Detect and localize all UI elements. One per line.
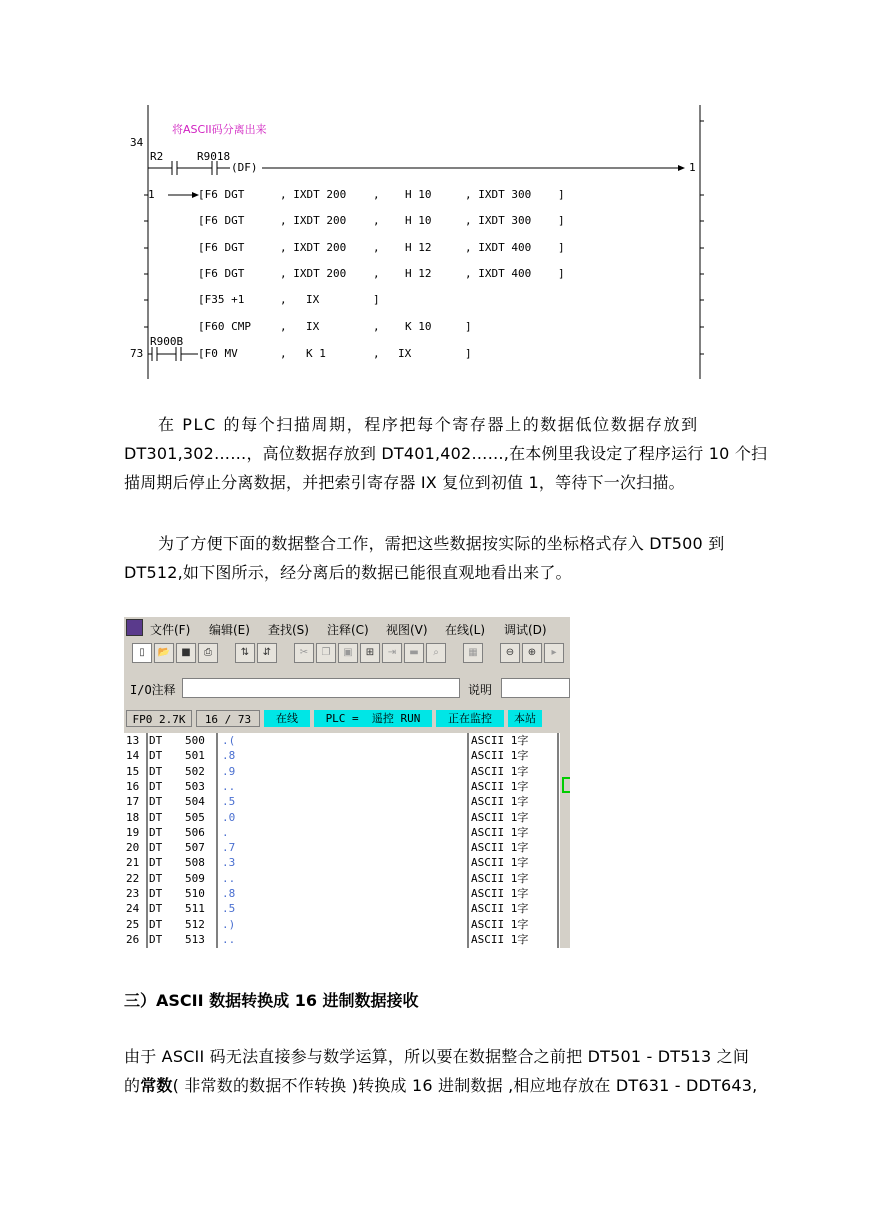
software-window xyxy=(124,617,570,948)
table-row[interactable] xyxy=(124,871,560,886)
open-folder-icon[interactable]: 📂 xyxy=(154,643,174,663)
print-icon[interactable]: ⎙ xyxy=(198,643,218,663)
step-number-73: 73 xyxy=(130,347,144,360)
format-cell: ASCII 1字 xyxy=(471,825,529,839)
row-number: 18 xyxy=(126,810,140,824)
instr-arg: IX xyxy=(306,320,320,333)
format-cell: ASCII 1字 xyxy=(471,764,529,778)
format-cell: ASCII 1字 xyxy=(471,917,529,931)
address-cell: 501 xyxy=(185,749,205,763)
section-title: 三）ASCII 数据转换成 16 进制数据接收 xyxy=(124,991,419,1010)
value-cell: .7 xyxy=(222,841,236,855)
row-number: 15 xyxy=(126,764,140,778)
instr-arg: ] xyxy=(558,267,565,280)
format-cell: ASCII 1字 xyxy=(471,932,529,946)
instr-arg: H 12 xyxy=(405,267,432,280)
device-cell: DT xyxy=(149,871,163,885)
format-cell: ASCII 1字 xyxy=(471,856,529,870)
search-icon[interactable]: ⌕ xyxy=(426,643,446,663)
insert-icon[interactable]: ⇥ xyxy=(382,643,402,663)
comment-bar xyxy=(124,675,570,701)
row-number: 17 xyxy=(126,795,140,809)
paragraph-scan-cycle xyxy=(124,410,786,497)
address-cell: 506 xyxy=(185,825,205,839)
instr-op: [F0 MV xyxy=(198,347,238,360)
row-number: 25 xyxy=(126,917,140,931)
plc-write-icon[interactable]: ⊕ xyxy=(522,643,542,663)
device-cell: DT xyxy=(149,810,163,824)
address-cell: 503 xyxy=(185,779,205,793)
instr-arg: , xyxy=(280,347,287,360)
monitoring-status: 正在监控 xyxy=(436,710,504,727)
instr-op: [F35 +1 xyxy=(198,293,245,306)
menu-comment[interactable]: 注释(C) xyxy=(327,623,369,637)
grid-icon[interactable]: ▦ xyxy=(463,643,483,663)
menu-debug[interactable]: 调试(D) xyxy=(504,623,547,637)
table-row[interactable] xyxy=(124,794,560,809)
device-cell: DT xyxy=(149,841,163,855)
instr-arg: , IXDT 200 xyxy=(280,241,347,254)
address-cell: 509 xyxy=(185,871,205,885)
format-cell: ASCII 1字 xyxy=(471,795,529,809)
row-number: 14 xyxy=(126,749,140,763)
instr-arg: , IXDT 400 xyxy=(465,267,532,280)
instr-arg: , xyxy=(373,188,380,201)
instr-arg: , xyxy=(373,214,380,227)
address-cell: 508 xyxy=(185,856,205,870)
contact-r2-label: R2 xyxy=(150,150,164,163)
text-line xyxy=(124,1071,786,1100)
row-number: 16 xyxy=(126,779,140,793)
instr-arg: , IXDT 200 xyxy=(280,214,347,227)
format-cell: ASCII 1字 xyxy=(471,871,529,885)
device-cell: DT xyxy=(149,932,163,946)
text-fragment: 的 xyxy=(124,1076,141,1095)
value-cell: .9 xyxy=(222,764,236,778)
address-cell: 510 xyxy=(185,887,205,900)
paste-icon[interactable]: ▣ xyxy=(338,643,358,663)
data-monitor-table xyxy=(124,733,560,948)
device-cell: DT xyxy=(149,917,163,931)
device-cell: DT xyxy=(149,887,163,900)
io-comment-input[interactable] xyxy=(182,678,460,698)
row-number: 26 xyxy=(126,932,140,946)
table-row[interactable] xyxy=(124,810,560,825)
cut-icon[interactable]: ✂ xyxy=(294,643,314,663)
plc-model: FP0 2.7K xyxy=(126,710,192,727)
instr-arg: H 10 xyxy=(405,214,432,227)
new-file-icon[interactable]: ▯ xyxy=(132,643,152,663)
text-line: DT512,如下图所示，经分离后的数据已能很直观地看出来了。 xyxy=(124,563,572,582)
address-cell: 513 xyxy=(185,932,205,946)
instr-arg: ] xyxy=(558,241,565,254)
transfer-down-icon[interactable]: ⇵ xyxy=(257,643,277,663)
instr-op: [F6 DGT xyxy=(198,188,245,201)
table-row[interactable] xyxy=(124,932,560,947)
value-cell: .( xyxy=(222,734,236,747)
text-line: 为了方便下面的数据整合工作，需把这些数据按实际的坐标格式存入 DT500 到 xyxy=(158,534,725,553)
table-row[interactable] xyxy=(124,917,560,932)
format-cell: ASCII 1字 xyxy=(471,887,529,900)
table-row[interactable] xyxy=(124,901,560,916)
address-cell: 502 xyxy=(185,764,205,778)
row-number: 21 xyxy=(126,856,140,870)
row-number: 23 xyxy=(126,887,140,900)
menu-bar xyxy=(124,617,570,639)
bold-term: 常数 xyxy=(140,1076,173,1095)
contact-r9018-label: R9018 xyxy=(197,150,231,163)
df-instruction: (DF) xyxy=(231,161,258,174)
value-cell: .. xyxy=(222,871,236,885)
text-line: DT301,302……，高位数据存放到 DT401,402……,在本例里我设定了程序运行 10 个扫 xyxy=(124,444,768,463)
transfer-up-icon[interactable]: ⇅ xyxy=(235,643,255,663)
value-cell: .5 xyxy=(222,795,236,809)
value-cell: .3 xyxy=(222,856,236,870)
row-number: 20 xyxy=(126,841,140,855)
instr-arg: H 10 xyxy=(405,188,432,201)
station-status: 本站 xyxy=(508,710,542,727)
instr-arg: ] xyxy=(558,214,565,227)
instr-arg: , xyxy=(373,241,380,254)
address-cell: 505 xyxy=(185,810,205,824)
format-cell: ASCII 1字 xyxy=(471,779,529,793)
device-cell: DT xyxy=(149,795,163,809)
device-cell: DT xyxy=(149,825,163,839)
input-ref: 1 xyxy=(148,188,155,201)
ladder-diagram xyxy=(120,103,710,381)
device-cell: DT xyxy=(149,734,163,747)
table-row[interactable] xyxy=(124,855,560,870)
save-icon[interactable]: ■ xyxy=(176,643,196,663)
plc-mode-status: PLC = 遥控 RUN xyxy=(314,710,432,727)
step-counter: 16 / 73 xyxy=(196,710,260,727)
instr-arg: , IXDT 400 xyxy=(465,241,532,254)
menu-online[interactable]: 在线(L) xyxy=(445,623,486,637)
row-number: 19 xyxy=(126,825,140,839)
value-cell: .0 xyxy=(222,810,236,824)
value-cell: .. xyxy=(222,932,236,946)
address-cell: 507 xyxy=(185,841,205,855)
paragraph-data-format xyxy=(124,529,786,587)
instr-arg: IX xyxy=(398,347,412,360)
row-number: 13 xyxy=(126,734,140,747)
instr-op: [F60 CMP xyxy=(198,320,251,333)
instr-op: [F6 DGT xyxy=(198,241,245,254)
instr-arg: H 12 xyxy=(405,241,432,254)
address-cell: 500 xyxy=(185,734,205,747)
value-cell: . xyxy=(222,825,229,839)
format-cell: ASCII 1字 xyxy=(471,749,529,763)
value-cell: .. xyxy=(222,779,236,793)
text-line: 在 PLC 的每个扫描周期，程序把每个寄存器上的数据低位数据存放到 xyxy=(158,415,699,434)
device-cell: DT xyxy=(149,779,163,793)
table-row[interactable] xyxy=(124,733,560,748)
instr-arg: ] xyxy=(465,320,472,333)
instr-arg: , xyxy=(373,267,380,280)
format-cell: ASCII 1字 xyxy=(471,902,529,916)
instr-arg: , IXDT 300 xyxy=(465,214,532,227)
instr-arg: , IXDT 200 xyxy=(280,188,347,201)
status-bar xyxy=(124,709,570,729)
instr-arg: , IXDT 300 xyxy=(465,188,532,201)
value-cell: .8 xyxy=(222,887,236,900)
device-cell: DT xyxy=(149,902,163,916)
value-cell: .) xyxy=(222,917,236,931)
description-input[interactable] xyxy=(501,678,570,698)
copy-icon[interactable]: ❐ xyxy=(316,643,336,663)
text-fragment: ( 非常数的数据不作转换 )转换成 16 进制数据 ,相应地存放在 DT631 - DDT643, xyxy=(172,1076,758,1095)
value-cell: .5 xyxy=(222,902,236,916)
menu-find[interactable]: 查找(S) xyxy=(268,623,309,637)
contact-r900b-label: R900B xyxy=(150,335,184,348)
output-ref: 1 xyxy=(689,161,696,174)
plc-read-icon[interactable]: ⊖ xyxy=(500,643,520,663)
menu-file[interactable]: 文件(F) xyxy=(150,623,191,637)
text-line: 描周期后停止分离数据，并把索引寄存器 IX 复位到初值 1，等待下一次扫描。 xyxy=(124,473,685,492)
device-cell: DT xyxy=(149,764,163,778)
address-cell: 512 xyxy=(185,917,205,931)
instr-arg: , xyxy=(373,347,380,360)
instr-op: [F6 DGT xyxy=(198,214,245,227)
paragraph-ascii-conversion xyxy=(124,1042,786,1100)
table-row[interactable] xyxy=(124,748,560,763)
menu-view[interactable]: 视图(V) xyxy=(386,623,428,637)
table-row[interactable] xyxy=(124,764,560,779)
description-label: 说明 xyxy=(468,683,493,697)
toolbar xyxy=(124,641,570,669)
format-cell: ASCII 1字 xyxy=(471,841,529,855)
address-cell: 511 xyxy=(185,902,205,916)
value-cell: .8 xyxy=(222,749,236,763)
table-row[interactable] xyxy=(124,886,560,901)
row-number: 24 xyxy=(126,902,140,916)
instr-arg: K 1 xyxy=(306,347,326,360)
instr-arg: K 10 xyxy=(405,320,432,333)
format-cell: ASCII 1字 xyxy=(471,734,529,747)
instr-arg: ] xyxy=(558,188,565,201)
ladder-icon[interactable]: ⊞ xyxy=(360,643,380,663)
instr-op: [F6 DGT xyxy=(198,267,245,280)
io-comment-label: I/O注释 xyxy=(130,683,176,697)
row-number: 22 xyxy=(126,871,140,885)
text-line: 由于 ASCII 码无法直接参与数学运算，所以要在数据整合之前把 DT501 - DT513 之间 xyxy=(124,1047,750,1066)
instr-arg: IX xyxy=(306,293,320,306)
app-icon[interactable] xyxy=(126,619,143,636)
instr-arg: , xyxy=(280,293,287,306)
instr-arg: , IXDT 200 xyxy=(280,267,347,280)
device-cell: DT xyxy=(149,856,163,870)
table-row[interactable] xyxy=(124,825,560,840)
menu-edit[interactable]: 编辑(E) xyxy=(209,623,250,637)
block-icon[interactable]: ▬ xyxy=(404,643,424,663)
online-status: 在线 xyxy=(264,710,310,727)
address-cell: 504 xyxy=(185,795,205,809)
more-icon[interactable]: ▸ xyxy=(544,643,564,663)
instr-arg: ] xyxy=(373,293,380,306)
instr-arg: , xyxy=(280,320,287,333)
instr-arg: , xyxy=(373,320,380,333)
format-cell: ASCII 1字 xyxy=(471,810,529,824)
table-row[interactable] xyxy=(124,779,560,794)
device-cell: DT xyxy=(149,749,163,763)
table-row[interactable] xyxy=(124,840,560,855)
rung-comment: 将ASCII码分离出来 xyxy=(172,123,267,136)
cursor-marker xyxy=(562,777,570,793)
step-number-34: 34 xyxy=(130,136,144,149)
instr-arg: ] xyxy=(465,347,472,360)
